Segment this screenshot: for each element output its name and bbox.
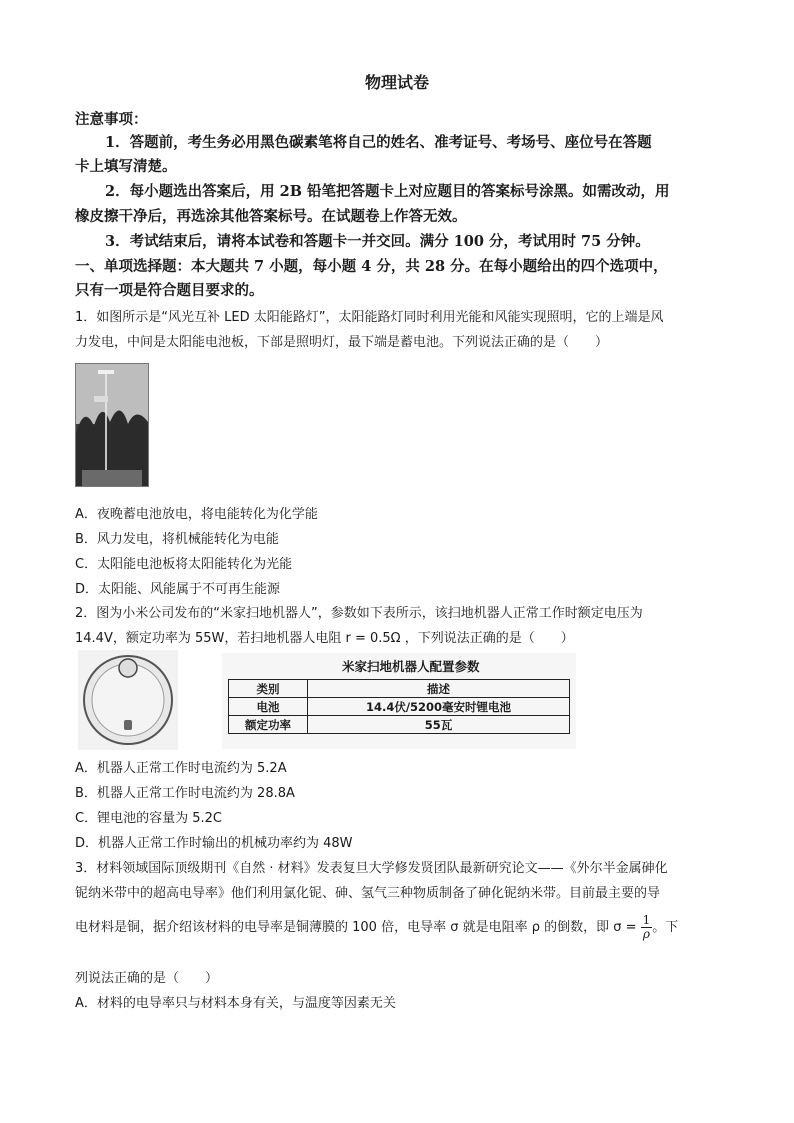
- notice-heading: 注意事项：: [75, 111, 148, 128]
- q2-stem-line-1: 2．图为小米公司发布的“米家扫地机器人”，参数如下表所示，该扫地机器人正常工作时额定电压为: [75, 606, 643, 621]
- q3-option-a: A．材料的电导率只与材料本身有关，与温度等因素无关: [75, 996, 396, 1011]
- q2-option-c: C．锂电池的容量为 5.2C: [75, 811, 222, 826]
- q1-option-d: D．太阳能、风能属于不可再生能源: [75, 582, 281, 597]
- q3-stem-line-2: 铌纳米带中的超高电导率》他们利用氯化铌、砷、氢气三种物质制备了砷化铌纳米带。目前最主要的导: [75, 886, 661, 901]
- q3-line3-text: 电材料是铜，据介绍该材料的电导率是铜薄膜的 100 倍，电导率 σ 就是电阻率 ρ 的倒数，即 σ =: [75, 920, 641, 935]
- q1-option-c: C．太阳能电池板将太阳能转化为光能: [75, 557, 293, 572]
- notice-item-1-line-2: 卡上填写清楚。: [75, 158, 177, 175]
- notice-item-2-line-1: 2．每小题选出答案后，用 2B 铅笔把答题卡上对应题目的答案标号涂黑。如需改动，用: [105, 183, 670, 200]
- q3-stem-line-4: 列说法正确的是（ ）: [75, 971, 219, 986]
- q3-stem-line-1: 3．材料领域国际顶级期刊《自然 · 材料》发表复旦大学修发贤团队最新研究论文——《外尔半金属砷化: [75, 861, 668, 876]
- q2-stem-line-2: 14.4V，额定功率为 55W，若扫地机器人电阻 r = 0.5Ω ，下列说法正确的是（ ）: [75, 631, 574, 646]
- fraction-denominator: ρ: [642, 927, 650, 941]
- q1-option-b: B．风力发电，将机械能转化为电能: [75, 532, 279, 547]
- q1-option-a: A．夜晚蓄电池放电，将电能转化为化学能: [75, 507, 318, 522]
- fraction-numerator: 1: [642, 913, 651, 927]
- spec-header-description: 描述: [308, 680, 570, 698]
- solar-street-lamp-photo: [75, 363, 149, 487]
- spec-row-battery-label: 电池: [229, 698, 308, 716]
- spec-table-caption: 米家扫地机器人配置参数: [342, 659, 480, 674]
- notice-item-2-line-2: 橡皮擦干净后，再选涂其他答案标号。在试题卷上作答无效。: [75, 208, 467, 225]
- spec-header-category: 类别: [229, 680, 308, 698]
- q2-option-a: A．机器人正常工作时电流约为 5.2A: [75, 761, 287, 776]
- robot-vacuum-photo: [78, 650, 178, 750]
- robot-spec-table: [222, 653, 576, 749]
- spec-row-power-value: 55瓦: [308, 716, 570, 734]
- q3-line3-tail: 。下: [652, 920, 679, 935]
- conductivity-formula-fraction: [641, 914, 653, 941]
- notice-item-1-line-1: 1．答题前，考生务必用黑色碳素笔将自己的姓名、准考证号、考场号、座位号在答题: [105, 134, 652, 151]
- section-heading-line-2: 只有一项是符合题目要求的。: [75, 282, 264, 299]
- q2-option-d: D．机器人正常工作时输出的机械功率约为 48W: [75, 836, 353, 851]
- spec-row-battery-value: 14.4伏/5200毫安时锂电池: [308, 698, 570, 716]
- section-heading-line-1: 一、单项选择题：本大题共 7 小题，每小题 4 分，共 28 分。在每小题给出的四个选项中，: [75, 258, 668, 275]
- spec-row-power-label: 额定功率: [229, 716, 308, 734]
- page-title: 物理试卷: [364, 73, 429, 92]
- q1-stem-line-2: 力发电，中间是太阳能电池板，下部是照明灯，最下端是蓄电池。下列说法正确的是（ ）: [75, 335, 609, 350]
- q3-stem-line-3: [75, 914, 678, 941]
- q1-stem-line-1: 1．如图所示是“风光互补 LED 太阳能路灯”，太阳能路灯同时利用光能和风能实现照明，它的上端是风: [75, 310, 664, 325]
- notice-item-3: 3．考试结束后，请将本试卷和答题卡一并交回。满分 100 分，考试用时 75 分钟。: [105, 233, 650, 250]
- q2-option-b: B．机器人正常工作时电流约为 28.8A: [75, 786, 295, 801]
